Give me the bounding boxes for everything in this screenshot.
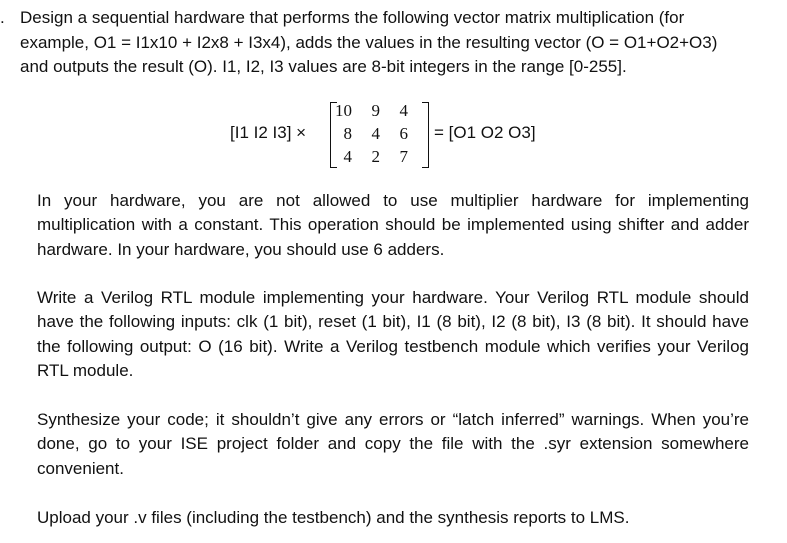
equation-left: [I1 I2 I3] × <box>230 123 307 142</box>
paragraph-verilog-module: Write a Verilog RTL module implementing your hardware. Your Verilog RTL module should have the following inputs: clk (1 bit), reset (1 bit), I1 (8 bit), I2 (8 bit), I3 (8 bit). It should have the following output: O (16 bit). Write a Verilog testbench module which verifies your Verilog RTL module. <box>37 288 749 381</box>
question-intro: Design a sequential hardware that performs the following vector matrix multiplication (for example, O1 = I1x10 + I2x8 + I3x4), adds the values in the resulting vector (O = O1+O2+O3) and outputs the result (O). I1, I2, I3 values are 8-bit integers in the range [0-255]. <box>20 8 718 76</box>
matrix-cell: 9 <box>371 101 380 120</box>
matrix-cell: 7 <box>399 147 408 166</box>
paragraph-multiplier-rule: In your hardware, you are not allowed to use multiplier hardware for implementing multiplication with a constant. This operation should be implemented using shifter and adder hardware. In your hardware, you should use 6 adders. <box>37 191 749 259</box>
matrix-cell: 10 <box>335 101 352 120</box>
matrix-cell: 4 <box>399 101 408 120</box>
question-marker: . <box>0 8 5 27</box>
matrix-cell: 4 <box>343 147 352 166</box>
matrix-cell: 2 <box>371 147 380 166</box>
coefficient-matrix <box>326 99 430 169</box>
matrix-cell: 4 <box>371 124 380 143</box>
matrix-right-bracket <box>422 102 429 168</box>
equation-right: = [O1 O2 O3] <box>434 123 536 142</box>
matrix-cell: 6 <box>399 124 408 143</box>
matrix-cell: 8 <box>343 124 352 143</box>
paragraph-upload: Upload your .v files (including the testbench) and the synthesis reports to LMS. <box>37 508 630 527</box>
paragraph-synthesis: Synthesize your code; it shouldn’t give any errors or “latch inferred” warnings. When you’re done, go to your ISE project folder and copy the file with the .syr extension somewhere convenient. <box>37 410 749 478</box>
